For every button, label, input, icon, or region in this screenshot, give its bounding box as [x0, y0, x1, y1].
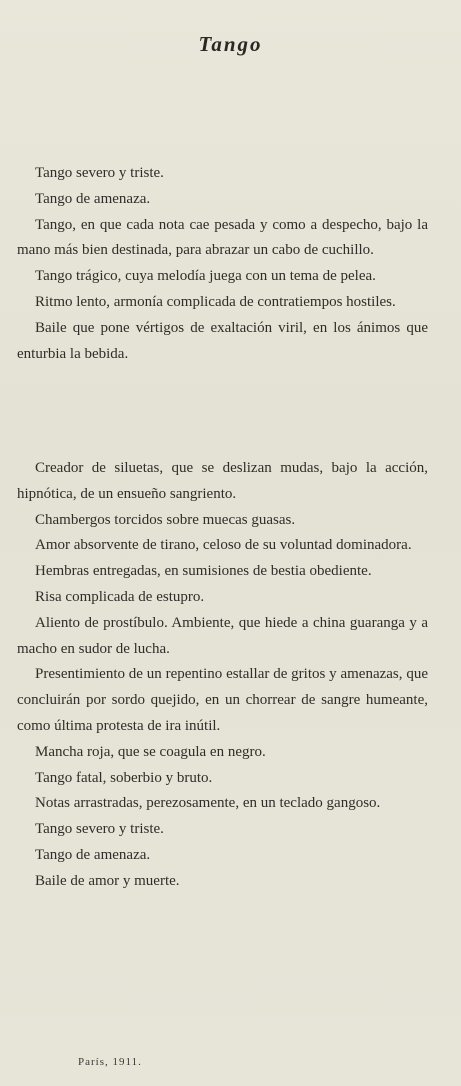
paragraph: Notas arrastradas, perezosamente, en un teclado gangoso.	[35, 795, 381, 812]
page-title: Tango	[198, 32, 263, 56]
paragraph: Aliento de prostíbulo. Ambiente, que hiede a china guaranga y a macho en sudor de lucha.	[17, 614, 428, 657]
paragraph: Hembras entregadas, en sumisiones de bestia obediente.	[35, 563, 372, 580]
paragraph: Ritmo lento, armonía complicada de contratiempos hostiles.	[35, 293, 396, 310]
footer-place-date: París, 1911.	[78, 1056, 142, 1068]
paragraph: Risa complicada de estupro.	[35, 588, 205, 605]
paragraph: Tango fatal, soberbio y bruto.	[35, 769, 213, 786]
text-section-2	[17, 456, 428, 895]
paragraph: Tango severo y triste.	[35, 165, 164, 181]
paragraph: Chambergos torcidos sobre muecas guasas.	[35, 511, 296, 528]
paragraph: Tango, en que cada nota cae pesada y como a despecho, bajo la mano más bien destinada, para abrazar un cabo de cuchillo.	[17, 216, 428, 259]
paragraph: Mancha roja, que se coagula en negro.	[35, 743, 266, 760]
paragraph: Tango de amenaza.	[35, 190, 151, 207]
paragraph: Presentimiento de un repentino estallar de gritos y amenazas, que concluirán por sordo quejido, en un chorrear de sangre humeante, como última protesta de ira inútil.	[17, 666, 428, 734]
paragraph: Amor absorvente de tirano, celoso de su voluntad dominadora.	[35, 537, 412, 554]
paragraph: Baile de amor y muerte.	[35, 872, 180, 889]
text-section-1	[17, 161, 428, 367]
paragraph: Tango de amenaza.	[35, 846, 151, 863]
paragraph: Creador de siluetas, que se deslizan mudas, bajo la acción, hipnótica, de un ensueño sangriento.	[17, 460, 428, 502]
paragraph: Baile que pone vértigos de exaltación viril, en los ánimos que enturbia la bebida.	[17, 319, 428, 362]
paragraph: Tango trágico, cuya melodía juega con un tema de pelea.	[35, 268, 376, 285]
paragraph: Tango severo y triste.	[35, 821, 164, 838]
